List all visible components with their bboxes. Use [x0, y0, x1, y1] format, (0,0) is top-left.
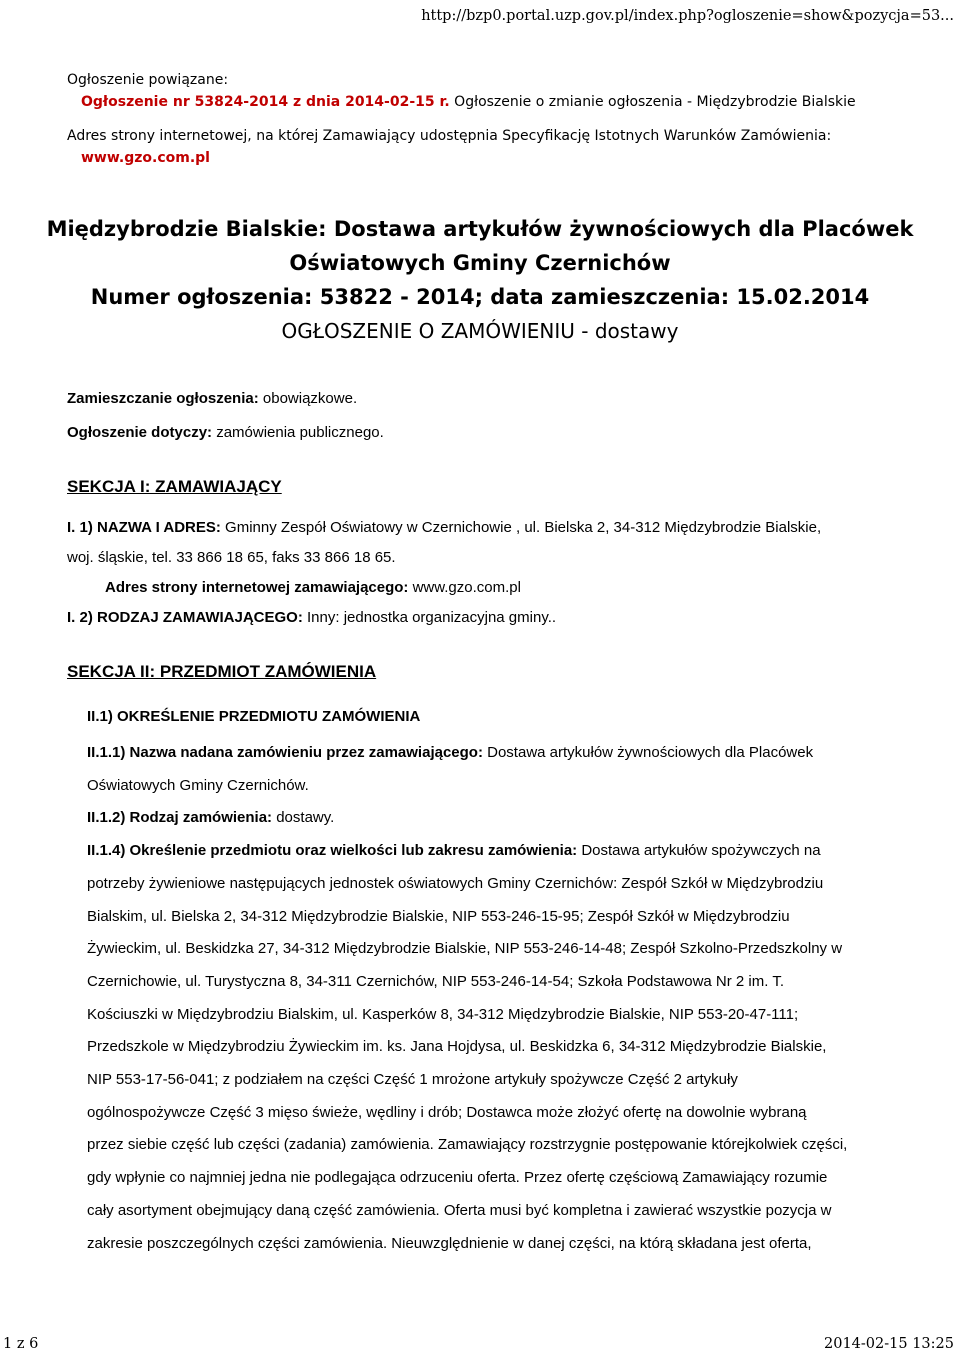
zamieszczanie-row [67, 386, 907, 412]
related-label: Ogłoszenie powiązane: [67, 72, 229, 88]
www-row [67, 575, 907, 601]
page-url: http://bzp0.portal.uzp.gov.pl/index.php?ogloszenie=show&pozycja=53... [421, 8, 954, 24]
dotyczy-label: Ogłoszenie dotyczy: [67, 424, 213, 441]
rodzaj-row [67, 605, 907, 631]
nazwa-value: Gminny Zespół Oświatowy w Czernichowie , ul. Bielska 2, 34-312 Międzybrodzie Bialskie, [220, 519, 822, 536]
nazwa-adres-row [67, 515, 907, 541]
p114-line: cały asortyment obejmujący daną część zamówienia. Oferta musi być kompletna i zawierać wszystkie pozycja w [87, 1201, 832, 1219]
related-notice [67, 69, 856, 169]
related-line [67, 91, 856, 113]
p114-line: ogólnospożywcze Część 3 mięso świeże, wędliny i drób; Dostawca może złożyć ofertę na dowolnie wybraną [87, 1103, 807, 1121]
p114-line: potrzeby żywieniowe następujących jednostek oświatowych Gminy Czernichów: Zespół Szkół w Międzybrodziu [87, 874, 824, 892]
notice-body [67, 386, 907, 1260]
p112-label: II.1.2) Rodzaj zamówienia: [87, 809, 273, 827]
nazwa-value-line2: woj. śląskie, tel. 33 866 18 65, faks 33 866 18 65. [67, 549, 396, 566]
rodzaj-value: Inny: jednostka organizacyjna gminy.. [302, 609, 557, 626]
p111-row [67, 737, 907, 770]
dotyczy-value: zamówienia publicznego. [212, 424, 384, 441]
dotyczy-row [67, 420, 907, 446]
www-label: Adres strony internetowej zamawiającego: [105, 579, 409, 596]
p111-value-line2: Oświatowych Gminy Czernichów. [87, 776, 309, 794]
p114-line: Przedszkole w Międzybrodziu Żywieckim im. ks. Jana Hojdysa, ul. Beskidzka 6, 34-312 Międzybrodzie Bialskie, [87, 1038, 827, 1056]
section1-heading: SEKCJA I: ZAMAWIAJĄCY [67, 477, 282, 496]
p112-value: dostawy. [272, 809, 335, 827]
p114-line: przez siebie część lub części (zadania) zamówienia. Zamawiający rozstrzygnie postępowanie którejkolwiek części, [87, 1136, 848, 1154]
p114-line: zakresie poszczególnych części zamówienia. Nieuwzględnienie w danej części, na którą składana jest oferta, [87, 1234, 812, 1252]
section2-heading: SEKCJA II: PRZEDMIOT ZAMÓWIENIA [67, 662, 377, 681]
p114-label: II.1.4) Określenie przedmiotu oraz wielkości lub zakresu zamówienia: [87, 842, 578, 860]
section2-sub1-text: II.1) OKREŚLENIE PRZEDMIOTU ZAMÓWIENIA [87, 708, 421, 725]
p112-row [67, 802, 907, 835]
rodzaj-label: I. 2) RODZAJ ZAMAWIAJĄCEGO: [67, 609, 303, 626]
p114-line: Żywieckim, ul. Beskidzka 27, 34-312 Międzybrodzie Bialskie, NIP 553-246-14-48; Zespół Szkolno-Przedszkolny w [87, 940, 843, 958]
related-notice-link[interactable]: Ogłoszenie nr 53824-2014 z dnia 2014-02-15 r. [81, 94, 450, 110]
p111-label: II.1.1) Nazwa nadana zamówieniu przez zamawiającego: [87, 744, 483, 761]
siwz-label: Adres strony internetowej, na której Zamawiający udostępnia Specyfikację Istotnych Warunków Zamówienia: [67, 128, 832, 144]
p114-line: gdy wpłynie co najmniej jedna nie podlegająca odrzuceniu oferta. Przez ofertę częściową Zamawiający rozumie [87, 1169, 828, 1187]
print-datetime: 2014-02-15 13:25 [824, 1336, 954, 1352]
p111-value: Dostawa artykułów żywnościowych dla Placówek [482, 744, 814, 761]
p114-block [67, 835, 907, 1260]
notice-title-block [0, 212, 960, 348]
siwz-url-link[interactable]: www.gzo.com.pl [81, 150, 210, 166]
section2-sub1 [67, 704, 907, 730]
p114-line: NIP 553-17-56-041; z podziałem na części Część 1 mrożone artykuły spożywcze Część 2 artykuły [87, 1071, 738, 1089]
p114-line: Kościuszki w Międzybrodziu Bialskim, ul. Kasperków 8, 34-312 Międzybrodzie Bialskie, NIP 553-20-47-111; [87, 1005, 799, 1023]
notice-number-date: Numer ogłoszenia: 53822 - 2014; data zamieszczenia: 15.02.2014 [90, 285, 870, 309]
page-counter: 1 z 6 [3, 1336, 39, 1352]
p114-line-text: Dostawa artykułów spożywczych na [577, 842, 821, 860]
notice-type: OGŁOSZENIE O ZAMÓWIENIU - dostawy [281, 319, 679, 343]
nazwa-label: I. 1) NAZWA I ADRES: [67, 519, 221, 536]
p114-line [87, 835, 907, 868]
www-value: www.gzo.com.pl [408, 579, 521, 596]
related-notice-desc: Ogłoszenie o zmianie ogłoszenia - Międzybrodzie Bialskie [449, 94, 856, 110]
notice-title-line2: Oświatowych Gminy Czernichów [289, 251, 671, 275]
p114-line: Czernichowie, ul. Turystyczna 8, 34-311 Czernichów, NIP 553-246-14-54; Szkoła Podstawowa Nr 2 im. T. [87, 972, 784, 990]
zamieszczanie-value: obowiązkowe. [258, 390, 358, 407]
p114-line: Bialskim, ul. Bielska 2, 34-312 Międzybrodzie Bialskie, NIP 553-246-15-95; Zespół Szkół w Międzybrodziu [87, 907, 790, 925]
notice-title-line1: Międzybrodzie Bialskie: Dostawa artykułów żywnościowych dla Placówek [46, 217, 914, 241]
zamieszczanie-label: Zamieszczanie ogłoszenia: [67, 390, 259, 407]
